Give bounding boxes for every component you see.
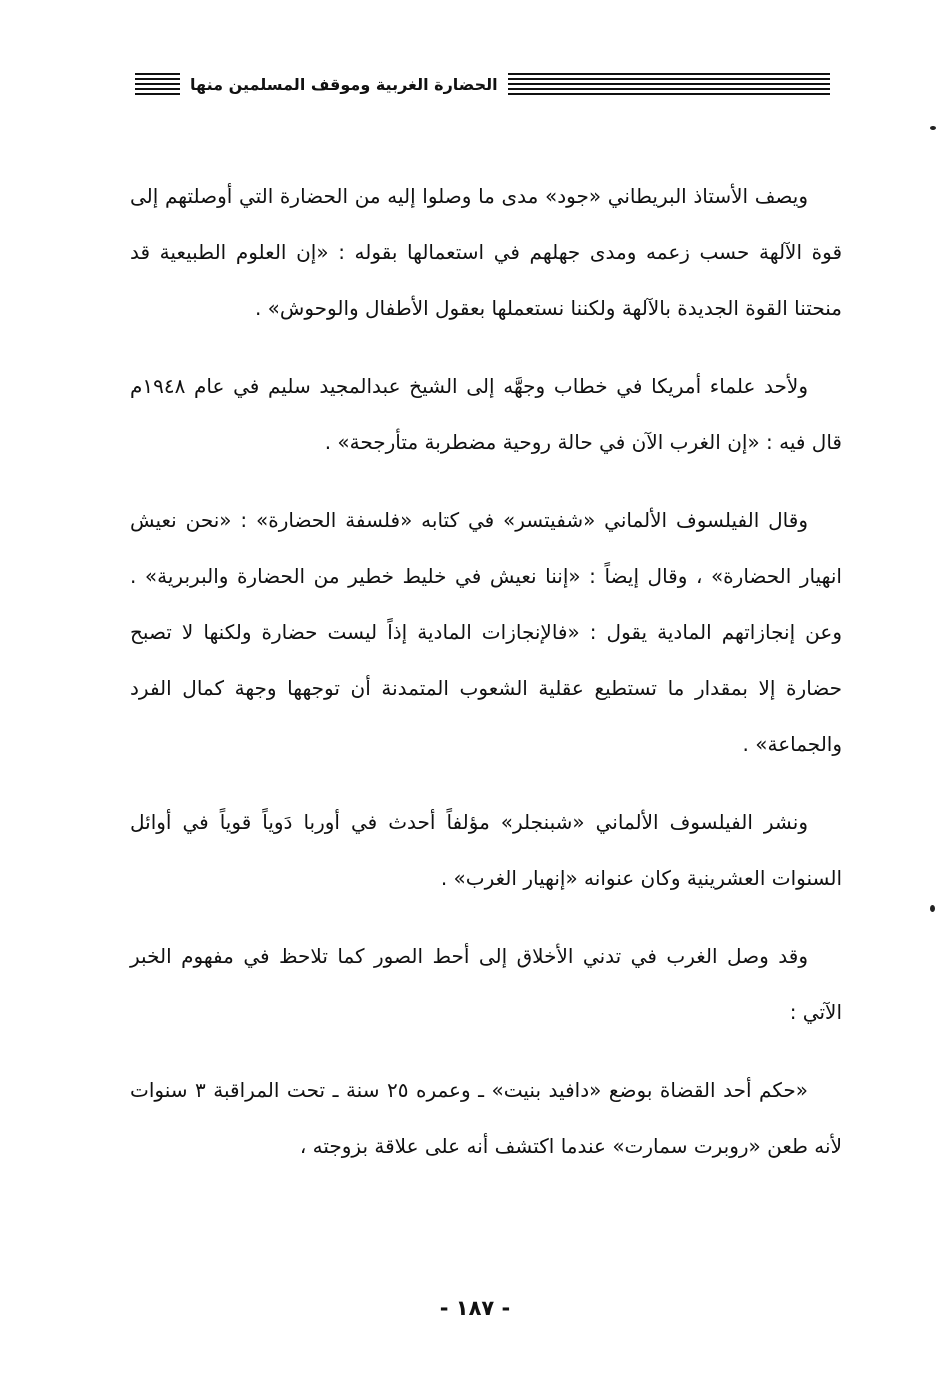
- running-header: [135, 66, 830, 102]
- paragraph: ونشر الفيلسوف الألماني «شبنجلر» مؤلفاً أحدث في أوربا دَوياً قوياً في أوائل السنوات العشرينية وكان عنوانه «إنهيار الغرب» .: [130, 810, 842, 890]
- quoted-news-paragraph: «حكم أحد القضاة بوضع «دافيد بنيت» ـ وعمره ٢٥ سنة ـ تحت المراقبة ٣ سنوات لأنه طعن «روبرت سمارت» عندما اكتشف أنه على علاقة بزوجته ،: [130, 1078, 842, 1158]
- paragraph: وقال الفيلسوف الألماني «شفيتسر» في كتابه «فلسفة الحضارة» : «نحن نعيش انهيار الحضارة» ، وقال إيضاً : «إننا نعيش في خليط خطير من الحضارة والبربرية» . وعن إنجازاتهم المادية يقول : «فالإنجازات المادية إذاً ليست حضارة ولكنها لا تصبح حضارة إلا بمقدار ما تستطيع عقلية الشعوب المتمدنة أن توجهها وجهة كمال الفرد والجماعة» .: [130, 508, 842, 756]
- page-number: - ١٨٧ -: [439, 1296, 511, 1320]
- header-rule-left: [135, 73, 180, 95]
- paragraph: ويصف الأستاذ البريطاني «جود» مدى ما وصلوا إليه من الحضارة التي أوصلتهم إلى قوة الآلهة حسب زعمه ومدى جهلهم في استعمالها بقوله : «إن العلوم الطبيعية قد منحتنا القوة الجديدة بالآلهة ولكننا نستعملها بعقول الأطفال والوحوش» .: [130, 184, 842, 320]
- body-text: [130, 168, 842, 1196]
- paragraph: ولأحد علماء أمريكا في خطاب وجهَّه إلى الشيخ عبدالمجيد سليم في عام ١٩٤٨م قال فيه : «إن الغرب الآن في حالة روحية مضطربة متأرجحة» .: [130, 374, 842, 454]
- scan-speck: [930, 126, 936, 130]
- paragraph: وقد وصل الغرب في تدني الأخلاق إلى أحط الصور كما تلاحظ في مفهوم الخبر الآتي :: [130, 944, 842, 1024]
- header-title: الحضارة الغربية وموقف المسلمين منها: [190, 74, 498, 94]
- scan-speck: [930, 905, 935, 912]
- header-rule-right: [508, 73, 830, 95]
